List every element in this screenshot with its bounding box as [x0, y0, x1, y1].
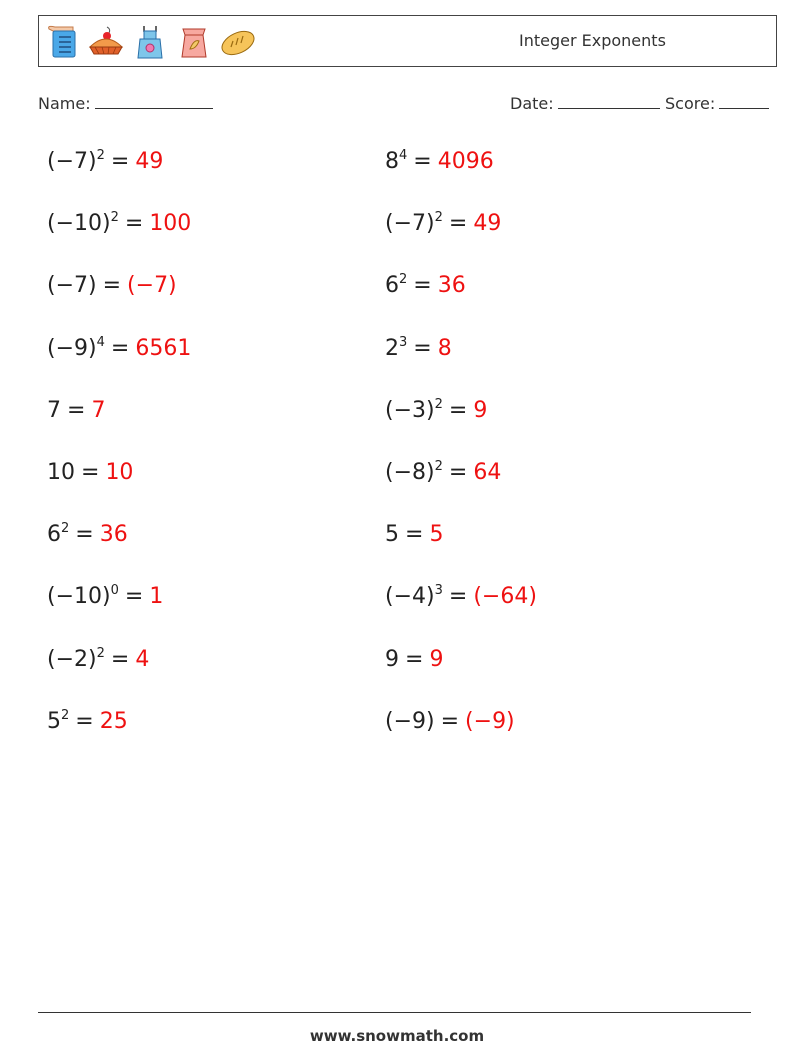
- problem-answer: 9: [429, 647, 444, 672]
- problem-answer: 36: [437, 273, 466, 298]
- equals-sign: =: [405, 522, 424, 547]
- problem-base: 10: [47, 460, 75, 485]
- problem-exponent: 4: [399, 148, 408, 163]
- score-field[interactable]: [665, 92, 769, 116]
- problem-item: [47, 334, 191, 364]
- problem-exponent: 2: [61, 521, 70, 536]
- problem-item: [47, 458, 133, 488]
- equals-sign: =: [405, 647, 424, 672]
- problem-answer: 64: [473, 460, 502, 485]
- footer-site: www.snowmath.com: [309, 1027, 485, 1045]
- problem-base: (−7): [47, 149, 97, 174]
- problem-item: [385, 520, 443, 550]
- problem-base: 2: [385, 336, 399, 361]
- problem-item: [47, 520, 128, 550]
- problem-item: [385, 582, 537, 612]
- problem-exponent: 4: [96, 335, 105, 350]
- problem-item: [385, 209, 501, 239]
- equals-sign: =: [413, 336, 432, 361]
- header-box: [38, 15, 777, 67]
- problem-item: [47, 271, 177, 301]
- score-blank[interactable]: [719, 94, 769, 109]
- problem-item: [385, 147, 494, 177]
- problem-item: [385, 334, 452, 364]
- problem-base: (−10): [47, 211, 111, 236]
- name-blank[interactable]: [95, 94, 213, 109]
- problem-answer: 25: [99, 709, 128, 734]
- problem-item: [385, 707, 515, 737]
- problem-base: 7: [47, 398, 61, 423]
- problem-base: 5: [385, 522, 399, 547]
- problem-base: 9: [385, 647, 399, 672]
- problem-answer: (−7): [127, 273, 177, 298]
- problem-answer: 5: [429, 522, 444, 547]
- equals-sign: =: [413, 273, 432, 298]
- cherry-pie-icon: [87, 23, 125, 61]
- problem-base: (−7): [47, 273, 97, 298]
- equals-sign: =: [110, 149, 130, 174]
- problem-item: [47, 209, 191, 239]
- date-blank[interactable]: [558, 94, 660, 109]
- equals-sign: =: [75, 709, 94, 734]
- name-field[interactable]: [38, 92, 213, 116]
- problem-exponent: 2: [96, 646, 105, 661]
- score-label: Score:: [665, 94, 716, 113]
- problem-answer: 7: [91, 398, 106, 423]
- equals-sign: =: [448, 211, 468, 236]
- problem-answer: 49: [473, 211, 502, 236]
- problem-item: [385, 396, 487, 426]
- problem-base: (−7): [385, 211, 435, 236]
- problem-item: [385, 458, 501, 488]
- problem-exponent: 3: [399, 335, 408, 350]
- equals-sign: =: [75, 522, 94, 547]
- equals-sign: =: [124, 211, 144, 236]
- problem-exponent: 2: [96, 148, 105, 163]
- equals-sign: =: [81, 460, 100, 485]
- measuring-cup-icon: [43, 23, 81, 61]
- equals-sign: =: [110, 647, 130, 672]
- problem-item: [47, 147, 163, 177]
- date-label: Date:: [510, 94, 554, 113]
- problem-item: [47, 707, 128, 737]
- problem-exponent: 2: [399, 272, 408, 287]
- problem-answer: 9: [473, 398, 488, 423]
- problem-exponent: 2: [61, 708, 70, 723]
- apron-icon: [131, 23, 169, 61]
- problem-item: [47, 645, 149, 675]
- problem-exponent: 2: [434, 210, 443, 225]
- problem-answer: 4096: [437, 149, 494, 174]
- problem-answer: 10: [105, 460, 134, 485]
- equals-sign: =: [448, 398, 468, 423]
- problem-base: (−9): [47, 336, 97, 361]
- problem-item: [385, 645, 443, 675]
- problem-answer: 49: [135, 149, 164, 174]
- problem-item: [47, 582, 163, 612]
- icon-strip: [43, 23, 257, 61]
- problem-base: 5: [47, 709, 61, 734]
- equals-sign: =: [124, 584, 144, 609]
- bread-loaf-icon: [219, 23, 257, 61]
- equals-sign: =: [440, 709, 460, 734]
- problem-base: 6: [385, 273, 399, 298]
- name-label: Name:: [38, 94, 91, 113]
- equals-sign: =: [448, 460, 468, 485]
- problem-answer: 36: [99, 522, 128, 547]
- problem-base: 8: [385, 149, 399, 174]
- date-field[interactable]: [510, 92, 660, 116]
- problem-exponent: 2: [434, 397, 443, 412]
- problem-base: 6: [47, 522, 61, 547]
- problem-base: (−2): [47, 647, 97, 672]
- equals-sign: =: [102, 273, 122, 298]
- equals-sign: =: [67, 398, 86, 423]
- equals-sign: =: [413, 149, 432, 174]
- problem-exponent: 3: [434, 583, 443, 598]
- equals-sign: =: [110, 336, 130, 361]
- problem-base: (−10): [47, 584, 111, 609]
- problem-item: [385, 271, 466, 301]
- equals-sign: =: [448, 584, 468, 609]
- footer-divider: [38, 1012, 751, 1013]
- problem-answer: 8: [437, 336, 452, 361]
- problem-item: [47, 396, 105, 426]
- problem-exponent: 2: [110, 210, 119, 225]
- worksheet-title: Integer Exponents: [519, 31, 666, 50]
- flour-bag-icon: [175, 23, 213, 61]
- problem-answer: 4: [135, 647, 150, 672]
- problem-answer: 1: [149, 584, 164, 609]
- problem-base: (−8): [385, 460, 435, 485]
- problem-base: (−4): [385, 584, 435, 609]
- problem-exponent: 2: [434, 459, 443, 474]
- problem-answer: 100: [149, 211, 192, 236]
- problem-base: (−9): [385, 709, 435, 734]
- problem-base: (−3): [385, 398, 435, 423]
- problem-exponent: 0: [110, 583, 119, 598]
- problem-answer: (−64): [473, 584, 537, 609]
- problem-answer: 6561: [135, 336, 192, 361]
- problem-answer: (−9): [465, 709, 515, 734]
